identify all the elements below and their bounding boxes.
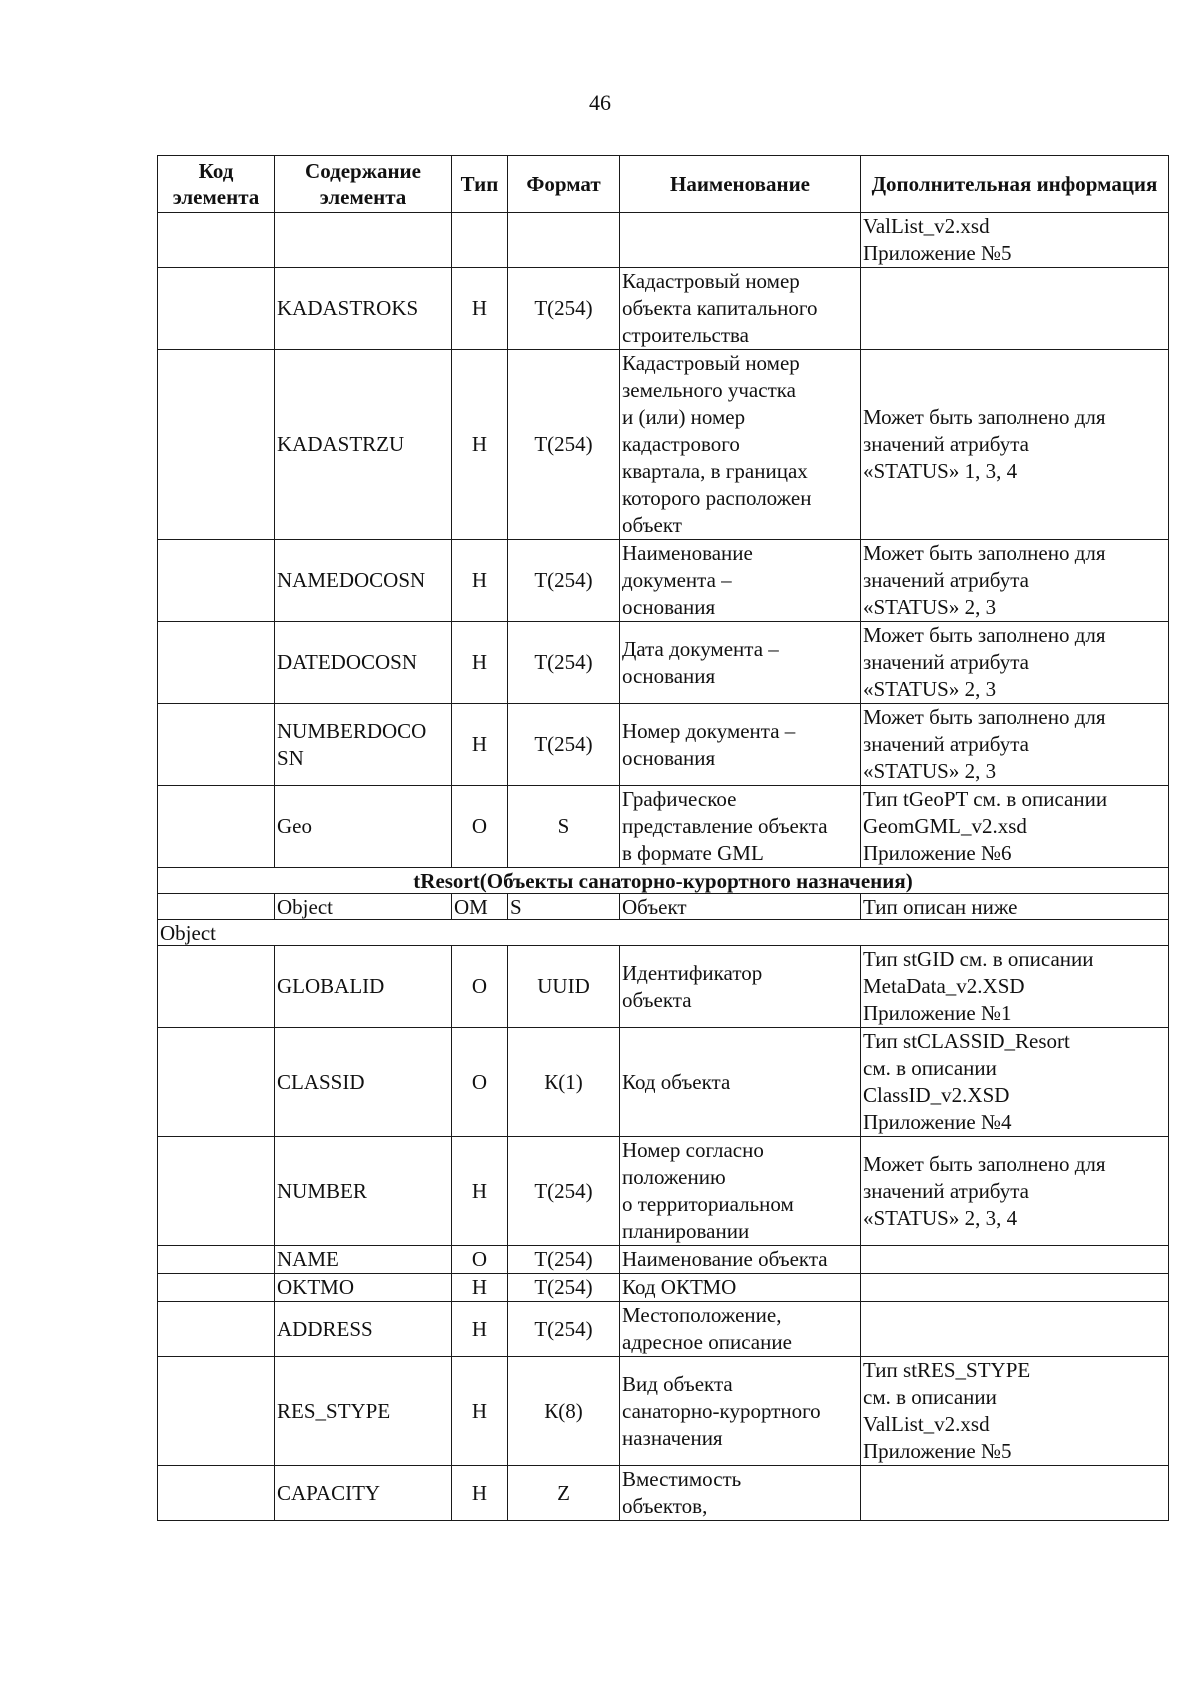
table-row xyxy=(158,1137,1169,1246)
object-label: Object xyxy=(158,920,1169,946)
cell-format: К(1) xyxy=(508,1028,620,1137)
table-row xyxy=(158,1357,1169,1466)
cell-code xyxy=(158,622,275,704)
cell-format: К(8) xyxy=(508,1357,620,1466)
cell-format: UUID xyxy=(508,946,620,1028)
cell-info xyxy=(861,1466,1169,1521)
cell-content: RES_STYPE xyxy=(275,1357,452,1466)
cell-type: Н xyxy=(452,1357,508,1466)
cell-type: Н xyxy=(452,268,508,350)
cell-info: Может быть заполнено для значений атрибута «STATUS» 2, 3, 4 xyxy=(861,1137,1169,1246)
section-object-row xyxy=(158,894,1169,920)
object-label-row xyxy=(158,920,1169,946)
cell-content: ADDRESS xyxy=(275,1302,452,1357)
cell-content: CLASSID xyxy=(275,1028,452,1137)
cell-name: Идентификатор объекта xyxy=(620,946,861,1028)
header-info: Дополнительная информация xyxy=(861,156,1169,213)
cell-code xyxy=(158,1028,275,1137)
cell-format: S xyxy=(508,894,620,920)
cell-code xyxy=(158,1274,275,1302)
cell-name: Вместимость объектов, xyxy=(620,1466,861,1521)
table-row xyxy=(158,1028,1169,1137)
table-body-bottom xyxy=(158,946,1169,1521)
cell-code xyxy=(158,213,275,268)
cell-content: OKTMO xyxy=(275,1274,452,1302)
cell-code xyxy=(158,1357,275,1466)
cell-type: ОМ xyxy=(452,894,508,920)
cell-name: Графическое представление объекта в формате GML xyxy=(620,786,861,868)
cell-name: Местоположение, адресное описание xyxy=(620,1302,861,1357)
cell-code xyxy=(158,1137,275,1246)
cell-code xyxy=(158,1466,275,1521)
cell-content xyxy=(275,213,452,268)
cell-name: Номер документа – основания xyxy=(620,704,861,786)
table-row xyxy=(158,540,1169,622)
cell-content: DATEDOCOSN xyxy=(275,622,452,704)
cell-type: Н xyxy=(452,1274,508,1302)
cell-code xyxy=(158,786,275,868)
cell-format: Т(254) xyxy=(508,622,620,704)
cell-type xyxy=(452,213,508,268)
cell-format: Т(254) xyxy=(508,1137,620,1246)
cell-info xyxy=(861,1246,1169,1274)
cell-name: Код ОКТМО xyxy=(620,1274,861,1302)
section-title-row xyxy=(158,868,1169,894)
cell-info: Может быть заполнено для значений атрибута «STATUS» 2, 3 xyxy=(861,622,1169,704)
header-type: Тип xyxy=(452,156,508,213)
cell-code xyxy=(158,268,275,350)
cell-code xyxy=(158,1302,275,1357)
cell-type: Н xyxy=(452,1466,508,1521)
cell-format: Т(254) xyxy=(508,704,620,786)
cell-info: Может быть заполнено для значений атрибута «STATUS» 2, 3 xyxy=(861,704,1169,786)
cell-type: О xyxy=(452,1028,508,1137)
cell-format: S xyxy=(508,786,620,868)
cell-content: Object xyxy=(275,894,452,920)
cell-content: CAPACITY xyxy=(275,1466,452,1521)
page-number: 46 xyxy=(589,90,611,115)
cell-type: Н xyxy=(452,1137,508,1246)
cell-name: Код объекта xyxy=(620,1028,861,1137)
cell-code xyxy=(158,894,275,920)
cell-format: Z xyxy=(508,1466,620,1521)
cell-content: Geo xyxy=(275,786,452,868)
cell-format: Т(254) xyxy=(508,268,620,350)
cell-name: Наименование объекта xyxy=(620,1246,861,1274)
cell-type: Н xyxy=(452,1302,508,1357)
header-code: Код элемента xyxy=(158,156,275,213)
cell-format: Т(254) xyxy=(508,1246,620,1274)
cell-type: О xyxy=(452,1246,508,1274)
table-row xyxy=(158,946,1169,1028)
cell-info: Тип stGID см. в описании MetaData_v2.XSD Приложение №1 xyxy=(861,946,1169,1028)
cell-code xyxy=(158,1246,275,1274)
cell-info xyxy=(861,1302,1169,1357)
cell-info xyxy=(861,268,1169,350)
cell-type: О xyxy=(452,786,508,868)
header-format: Формат xyxy=(508,156,620,213)
cell-name: Кадастровый номер объекта капитального строительства xyxy=(620,268,861,350)
cell-format xyxy=(508,213,620,268)
cell-info: Тип stCLASSID_Resort см. в описании ClassID_v2.XSD Приложение №4 xyxy=(861,1028,1169,1137)
cell-name: Номер согласно положению о территориальном планировании xyxy=(620,1137,861,1246)
element-spec-table xyxy=(157,155,1169,1521)
table-row xyxy=(158,1274,1169,1302)
table-row xyxy=(158,1246,1169,1274)
cell-format: Т(254) xyxy=(508,1274,620,1302)
cell-content: GLOBALID xyxy=(275,946,452,1028)
cell-type: Н xyxy=(452,704,508,786)
cell-name: Объект xyxy=(620,894,861,920)
table-row xyxy=(158,704,1169,786)
cell-content: NUMBERDOCO SN xyxy=(275,704,452,786)
cell-name: Наименование документа – основания xyxy=(620,540,861,622)
section-title: tResort(Объекты санаторно-курортного назначения) xyxy=(158,868,1169,894)
cell-type: О xyxy=(452,946,508,1028)
section-block xyxy=(158,868,1169,946)
cell-name xyxy=(620,213,861,268)
cell-name: Дата документа – основания xyxy=(620,622,861,704)
table-row xyxy=(158,268,1169,350)
cell-name: Кадастровый номер земельного участка и (или) номер кадастрового квартала, в границах которого расположен объект xyxy=(620,350,861,540)
header-content: Содержание элемента xyxy=(275,156,452,213)
header-name: Наименование xyxy=(620,156,861,213)
cell-code xyxy=(158,540,275,622)
cell-code xyxy=(158,350,275,540)
cell-info: ValList_v2.xsd Приложение №5 xyxy=(861,213,1169,268)
table-row xyxy=(158,213,1169,268)
cell-format: Т(254) xyxy=(508,540,620,622)
table-row xyxy=(158,1302,1169,1357)
cell-content: KADASTROKS xyxy=(275,268,452,350)
cell-info xyxy=(861,1274,1169,1302)
cell-code xyxy=(158,704,275,786)
cell-info: Тип tGeoPT см. в описании GeomGML_v2.xsd Приложение №6 xyxy=(861,786,1169,868)
cell-info: Может быть заполнено для значений атрибута «STATUS» 2, 3 xyxy=(861,540,1169,622)
table-row xyxy=(158,350,1169,540)
cell-type: Н xyxy=(452,350,508,540)
cell-type: Н xyxy=(452,540,508,622)
table-header-row xyxy=(158,156,1169,213)
cell-format: Т(254) xyxy=(508,1302,620,1357)
cell-code xyxy=(158,946,275,1028)
table-row xyxy=(158,786,1169,868)
cell-content: NAME xyxy=(275,1246,452,1274)
cell-type: Н xyxy=(452,622,508,704)
cell-format: Т(254) xyxy=(508,350,620,540)
table-row xyxy=(158,622,1169,704)
cell-info: Может быть заполнено для значений атрибута «STATUS» 1, 3, 4 xyxy=(861,350,1169,540)
cell-info: Тип описан ниже xyxy=(861,894,1169,920)
cell-content: NUMBER xyxy=(275,1137,452,1246)
cell-content: KADASTRZU xyxy=(275,350,452,540)
cell-info: Тип stRES_STYPE см. в описании ValList_v2.xsd Приложение №5 xyxy=(861,1357,1169,1466)
cell-name: Вид объекта санаторно-курортного назначения xyxy=(620,1357,861,1466)
table-row xyxy=(158,1466,1169,1521)
table-body-top xyxy=(158,213,1169,868)
cell-content: NAMEDOCOSN xyxy=(275,540,452,622)
